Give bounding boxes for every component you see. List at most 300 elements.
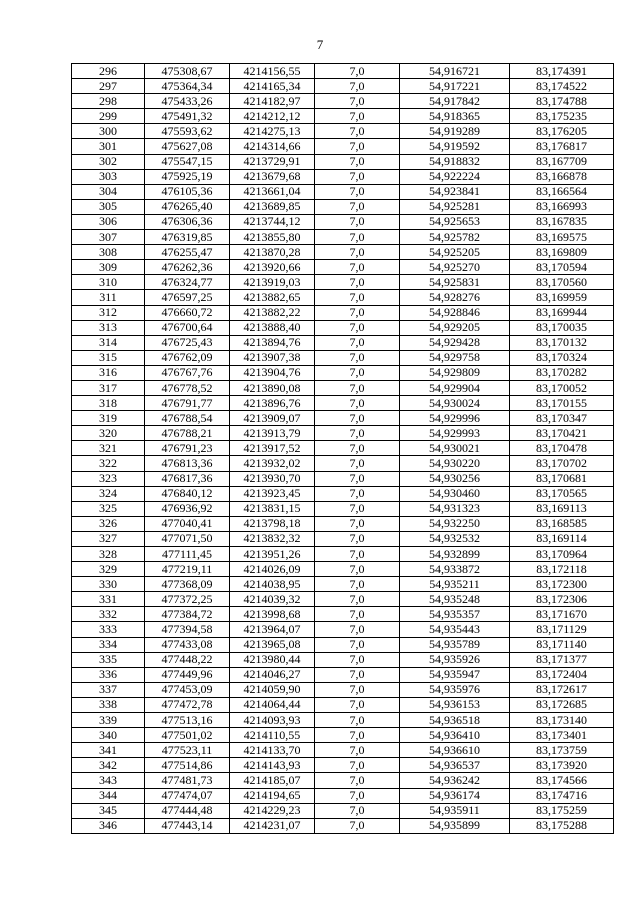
value-cell: 7,0 <box>315 516 400 531</box>
latitude-cell: 54,935947 <box>400 667 510 682</box>
point-number-cell: 333 <box>72 622 145 637</box>
value-cell: 7,0 <box>315 547 400 562</box>
longitude-cell: 83,172404 <box>510 667 614 682</box>
latitude-cell: 54,932250 <box>400 516 510 531</box>
point-number-cell: 326 <box>72 516 145 531</box>
longitude-cell: 83,171670 <box>510 607 614 622</box>
point-number-cell: 315 <box>72 350 145 365</box>
x-coordinate-cell: 477219,11 <box>145 562 230 577</box>
x-coordinate-cell: 475925,19 <box>145 169 230 184</box>
value-cell: 7,0 <box>315 275 400 290</box>
table-row <box>72 441 614 456</box>
latitude-cell: 54,918832 <box>400 154 510 169</box>
x-coordinate-cell: 477444,48 <box>145 803 230 818</box>
table-row <box>72 501 614 516</box>
value-cell: 7,0 <box>315 456 400 471</box>
x-coordinate-cell: 476306,36 <box>145 214 230 229</box>
table-row <box>72 275 614 290</box>
y-coordinate-cell: 4213930,70 <box>230 471 315 486</box>
point-number-cell: 299 <box>72 109 145 124</box>
point-number-cell: 330 <box>72 577 145 592</box>
latitude-cell: 54,935357 <box>400 607 510 622</box>
x-coordinate-cell: 477474,07 <box>145 788 230 803</box>
y-coordinate-cell: 4214064,44 <box>230 697 315 712</box>
value-cell: 7,0 <box>315 154 400 169</box>
point-number-cell: 298 <box>72 94 145 109</box>
value-cell: 7,0 <box>315 169 400 184</box>
latitude-cell: 54,929428 <box>400 335 510 350</box>
y-coordinate-cell: 4213923,45 <box>230 486 315 501</box>
table-row <box>72 64 614 79</box>
x-coordinate-cell: 475547,15 <box>145 154 230 169</box>
latitude-cell: 54,925653 <box>400 214 510 229</box>
point-number-cell: 345 <box>72 803 145 818</box>
y-coordinate-cell: 4214059,90 <box>230 682 315 697</box>
y-coordinate-cell: 4214133,70 <box>230 743 315 758</box>
y-coordinate-cell: 4213919,03 <box>230 275 315 290</box>
longitude-cell: 83,171140 <box>510 637 614 652</box>
point-number-cell: 344 <box>72 788 145 803</box>
latitude-cell: 54,931323 <box>400 501 510 516</box>
y-coordinate-cell: 4214156,55 <box>230 64 315 79</box>
point-number-cell: 313 <box>72 320 145 335</box>
latitude-cell: 54,935789 <box>400 637 510 652</box>
longitude-cell: 83,176205 <box>510 124 614 139</box>
point-number-cell: 304 <box>72 184 145 199</box>
longitude-cell: 83,170155 <box>510 396 614 411</box>
x-coordinate-cell: 475308,67 <box>145 64 230 79</box>
x-coordinate-cell: 476262,36 <box>145 260 230 275</box>
value-cell: 7,0 <box>315 577 400 592</box>
x-coordinate-cell: 477433,08 <box>145 637 230 652</box>
longitude-cell: 83,170565 <box>510 486 614 501</box>
latitude-cell: 54,936537 <box>400 758 510 773</box>
value-cell: 7,0 <box>315 320 400 335</box>
table-row <box>72 577 614 592</box>
latitude-cell: 54,925831 <box>400 275 510 290</box>
y-coordinate-cell: 4213855,80 <box>230 230 315 245</box>
longitude-cell: 83,172300 <box>510 577 614 592</box>
value-cell: 7,0 <box>315 365 400 380</box>
x-coordinate-cell: 475364,34 <box>145 79 230 94</box>
point-number-cell: 324 <box>72 486 145 501</box>
y-coordinate-cell: 4213679,68 <box>230 169 315 184</box>
y-coordinate-cell: 4214231,07 <box>230 818 315 833</box>
x-coordinate-cell: 477513,16 <box>145 713 230 728</box>
table-row <box>72 592 614 607</box>
table-row <box>72 637 614 652</box>
table-row <box>72 411 614 426</box>
y-coordinate-cell: 4213744,12 <box>230 214 315 229</box>
table-row <box>72 320 614 335</box>
longitude-cell: 83,167709 <box>510 154 614 169</box>
longitude-cell: 83,174391 <box>510 64 614 79</box>
x-coordinate-cell: 477523,11 <box>145 743 230 758</box>
longitude-cell: 83,175259 <box>510 803 614 818</box>
point-number-cell: 336 <box>72 667 145 682</box>
y-coordinate-cell: 4213896,76 <box>230 396 315 411</box>
longitude-cell: 83,170964 <box>510 547 614 562</box>
y-coordinate-cell: 4213951,26 <box>230 547 315 562</box>
table-row <box>72 199 614 214</box>
page-number: 7 <box>316 37 324 52</box>
longitude-cell: 83,170052 <box>510 380 614 395</box>
latitude-cell: 54,925281 <box>400 199 510 214</box>
table-row <box>72 818 614 833</box>
point-number-cell: 321 <box>72 441 145 456</box>
y-coordinate-cell: 4214185,07 <box>230 773 315 788</box>
y-coordinate-cell: 4213964,07 <box>230 622 315 637</box>
y-coordinate-cell: 4213661,04 <box>230 184 315 199</box>
table-row <box>72 290 614 305</box>
table-row <box>72 713 614 728</box>
x-coordinate-cell: 476255,47 <box>145 245 230 260</box>
longitude-cell: 83,175288 <box>510 818 614 833</box>
point-number-cell: 334 <box>72 637 145 652</box>
longitude-cell: 83,175235 <box>510 109 614 124</box>
point-number-cell: 323 <box>72 471 145 486</box>
longitude-cell: 83,166564 <box>510 184 614 199</box>
longitude-cell: 83,169113 <box>510 501 614 516</box>
value-cell: 7,0 <box>315 441 400 456</box>
value-cell: 7,0 <box>315 622 400 637</box>
point-number-cell: 322 <box>72 456 145 471</box>
latitude-cell: 54,935926 <box>400 652 510 667</box>
longitude-cell: 83,172685 <box>510 697 614 712</box>
y-coordinate-cell: 4214110,55 <box>230 728 315 743</box>
x-coordinate-cell: 476105,36 <box>145 184 230 199</box>
y-coordinate-cell: 4213894,76 <box>230 335 315 350</box>
latitude-cell: 54,929758 <box>400 350 510 365</box>
latitude-cell: 54,936153 <box>400 697 510 712</box>
latitude-cell: 54,929996 <box>400 411 510 426</box>
y-coordinate-cell: 4213907,38 <box>230 350 315 365</box>
table-row <box>72 652 614 667</box>
longitude-cell: 83,173920 <box>510 758 614 773</box>
x-coordinate-cell: 476324,77 <box>145 275 230 290</box>
table-row <box>72 697 614 712</box>
table-row <box>72 305 614 320</box>
value-cell: 7,0 <box>315 94 400 109</box>
latitude-cell: 54,925270 <box>400 260 510 275</box>
latitude-cell: 54,930024 <box>400 396 510 411</box>
y-coordinate-cell: 4213831,15 <box>230 501 315 516</box>
longitude-cell: 83,172118 <box>510 562 614 577</box>
table-row <box>72 350 614 365</box>
point-number-cell: 309 <box>72 260 145 275</box>
value-cell: 7,0 <box>315 350 400 365</box>
x-coordinate-cell: 475627,08 <box>145 139 230 154</box>
x-coordinate-cell: 476840,12 <box>145 486 230 501</box>
value-cell: 7,0 <box>315 411 400 426</box>
latitude-cell: 54,929809 <box>400 365 510 380</box>
point-number-cell: 305 <box>72 199 145 214</box>
value-cell: 7,0 <box>315 79 400 94</box>
coordinates-table <box>71 63 614 834</box>
table-row <box>72 562 614 577</box>
point-number-cell: 329 <box>72 562 145 577</box>
latitude-cell: 54,916721 <box>400 64 510 79</box>
x-coordinate-cell: 476767,76 <box>145 365 230 380</box>
x-coordinate-cell: 475491,32 <box>145 109 230 124</box>
latitude-cell: 54,928846 <box>400 305 510 320</box>
longitude-cell: 83,174566 <box>510 773 614 788</box>
value-cell: 7,0 <box>315 758 400 773</box>
point-number-cell: 312 <box>72 305 145 320</box>
longitude-cell: 83,170560 <box>510 275 614 290</box>
latitude-cell: 54,925205 <box>400 245 510 260</box>
x-coordinate-cell: 476813,36 <box>145 456 230 471</box>
latitude-cell: 54,932899 <box>400 547 510 562</box>
y-coordinate-cell: 4214038,95 <box>230 577 315 592</box>
y-coordinate-cell: 4213890,08 <box>230 380 315 395</box>
table-row <box>72 758 614 773</box>
y-coordinate-cell: 4213882,22 <box>230 305 315 320</box>
table-row <box>72 169 614 184</box>
y-coordinate-cell: 4214026,09 <box>230 562 315 577</box>
point-number-cell: 343 <box>72 773 145 788</box>
longitude-cell: 83,171377 <box>510 652 614 667</box>
value-cell: 7,0 <box>315 788 400 803</box>
longitude-cell: 83,169959 <box>510 290 614 305</box>
x-coordinate-cell: 477040,41 <box>145 516 230 531</box>
y-coordinate-cell: 4214314,66 <box>230 139 315 154</box>
table-row <box>72 682 614 697</box>
point-number-cell: 331 <box>72 592 145 607</box>
x-coordinate-cell: 477384,72 <box>145 607 230 622</box>
value-cell: 7,0 <box>315 245 400 260</box>
latitude-cell: 54,932532 <box>400 531 510 546</box>
longitude-cell: 83,172617 <box>510 682 614 697</box>
y-coordinate-cell: 4213888,40 <box>230 320 315 335</box>
value-cell: 7,0 <box>315 501 400 516</box>
x-coordinate-cell: 477472,78 <box>145 697 230 712</box>
x-coordinate-cell: 475593,62 <box>145 124 230 139</box>
latitude-cell: 54,925782 <box>400 230 510 245</box>
latitude-cell: 54,929904 <box>400 380 510 395</box>
y-coordinate-cell: 4213882,65 <box>230 290 315 305</box>
table-row <box>72 486 614 501</box>
y-coordinate-cell: 4214046,27 <box>230 667 315 682</box>
table-row <box>72 803 614 818</box>
x-coordinate-cell: 476700,64 <box>145 320 230 335</box>
x-coordinate-cell: 476791,77 <box>145 396 230 411</box>
table-row <box>72 743 614 758</box>
latitude-cell: 54,936242 <box>400 773 510 788</box>
value-cell: 7,0 <box>315 637 400 652</box>
coordinates-table-body <box>72 64 614 834</box>
latitude-cell: 54,936518 <box>400 713 510 728</box>
point-number-cell: 335 <box>72 652 145 667</box>
longitude-cell: 83,168585 <box>510 516 614 531</box>
y-coordinate-cell: 4213913,79 <box>230 426 315 441</box>
point-number-cell: 301 <box>72 139 145 154</box>
table-row <box>72 139 614 154</box>
longitude-cell: 83,166878 <box>510 169 614 184</box>
value-cell: 7,0 <box>315 184 400 199</box>
y-coordinate-cell: 4214039,32 <box>230 592 315 607</box>
longitude-cell: 83,167835 <box>510 214 614 229</box>
longitude-cell: 83,174522 <box>510 79 614 94</box>
table-row <box>72 396 614 411</box>
x-coordinate-cell: 477443,14 <box>145 818 230 833</box>
table-row <box>72 214 614 229</box>
point-number-cell: 338 <box>72 697 145 712</box>
latitude-cell: 54,936410 <box>400 728 510 743</box>
table-row <box>72 94 614 109</box>
x-coordinate-cell: 476725,43 <box>145 335 230 350</box>
value-cell: 7,0 <box>315 486 400 501</box>
y-coordinate-cell: 4214165,34 <box>230 79 315 94</box>
point-number-cell: 310 <box>72 275 145 290</box>
table-row <box>72 426 614 441</box>
x-coordinate-cell: 477111,45 <box>145 547 230 562</box>
latitude-cell: 54,935911 <box>400 803 510 818</box>
latitude-cell: 54,935899 <box>400 818 510 833</box>
value-cell: 7,0 <box>315 139 400 154</box>
x-coordinate-cell: 476597,25 <box>145 290 230 305</box>
x-coordinate-cell: 477372,25 <box>145 592 230 607</box>
longitude-cell: 83,170035 <box>510 320 614 335</box>
point-number-cell: 303 <box>72 169 145 184</box>
point-number-cell: 332 <box>72 607 145 622</box>
longitude-cell: 83,166993 <box>510 199 614 214</box>
longitude-cell: 83,170132 <box>510 335 614 350</box>
x-coordinate-cell: 476778,52 <box>145 380 230 395</box>
point-number-cell: 314 <box>72 335 145 350</box>
y-coordinate-cell: 4213980,44 <box>230 652 315 667</box>
point-number-cell: 300 <box>72 124 145 139</box>
longitude-cell: 83,174716 <box>510 788 614 803</box>
table-row <box>72 516 614 531</box>
y-coordinate-cell: 4214229,23 <box>230 803 315 818</box>
point-number-cell: 316 <box>72 365 145 380</box>
latitude-cell: 54,935443 <box>400 622 510 637</box>
value-cell: 7,0 <box>315 64 400 79</box>
longitude-cell: 83,170421 <box>510 426 614 441</box>
table-row <box>72 245 614 260</box>
y-coordinate-cell: 4213904,76 <box>230 365 315 380</box>
value-cell: 7,0 <box>315 667 400 682</box>
x-coordinate-cell: 477394,58 <box>145 622 230 637</box>
latitude-cell: 54,935211 <box>400 577 510 592</box>
latitude-cell: 54,930220 <box>400 456 510 471</box>
longitude-cell: 83,170282 <box>510 365 614 380</box>
x-coordinate-cell: 477514,86 <box>145 758 230 773</box>
point-number-cell: 317 <box>72 380 145 395</box>
x-coordinate-cell: 477481,73 <box>145 773 230 788</box>
longitude-cell: 83,170478 <box>510 441 614 456</box>
x-coordinate-cell: 477448,22 <box>145 652 230 667</box>
longitude-cell: 83,176817 <box>510 139 614 154</box>
longitude-cell: 83,174788 <box>510 94 614 109</box>
latitude-cell: 54,930256 <box>400 471 510 486</box>
value-cell: 7,0 <box>315 426 400 441</box>
y-coordinate-cell: 4213917,52 <box>230 441 315 456</box>
table-row <box>72 547 614 562</box>
value-cell: 7,0 <box>315 124 400 139</box>
latitude-cell: 54,919289 <box>400 124 510 139</box>
longitude-cell: 83,169944 <box>510 305 614 320</box>
point-number-cell: 339 <box>72 713 145 728</box>
value-cell: 7,0 <box>315 230 400 245</box>
x-coordinate-cell: 477449,96 <box>145 667 230 682</box>
table-row <box>72 184 614 199</box>
value-cell: 7,0 <box>315 562 400 577</box>
value-cell: 7,0 <box>315 592 400 607</box>
x-coordinate-cell: 477071,50 <box>145 531 230 546</box>
point-number-cell: 328 <box>72 547 145 562</box>
y-coordinate-cell: 4213932,02 <box>230 456 315 471</box>
latitude-cell: 54,929205 <box>400 320 510 335</box>
table-row <box>72 622 614 637</box>
point-number-cell: 325 <box>72 501 145 516</box>
value-cell: 7,0 <box>315 818 400 833</box>
latitude-cell: 54,917221 <box>400 79 510 94</box>
table-row <box>72 230 614 245</box>
latitude-cell: 54,930021 <box>400 441 510 456</box>
y-coordinate-cell: 4213998,68 <box>230 607 315 622</box>
table-row <box>72 380 614 395</box>
y-coordinate-cell: 4213832,32 <box>230 531 315 546</box>
table-row <box>72 365 614 380</box>
value-cell: 7,0 <box>315 773 400 788</box>
value-cell: 7,0 <box>315 728 400 743</box>
point-number-cell: 297 <box>72 79 145 94</box>
longitude-cell: 83,171129 <box>510 622 614 637</box>
value-cell: 7,0 <box>315 682 400 697</box>
longitude-cell: 83,173759 <box>510 743 614 758</box>
point-number-cell: 306 <box>72 214 145 229</box>
x-coordinate-cell: 475433,26 <box>145 94 230 109</box>
point-number-cell: 307 <box>72 230 145 245</box>
y-coordinate-cell: 4213729,91 <box>230 154 315 169</box>
x-coordinate-cell: 476319,85 <box>145 230 230 245</box>
longitude-cell: 83,170347 <box>510 411 614 426</box>
table-row <box>72 471 614 486</box>
latitude-cell: 54,929993 <box>400 426 510 441</box>
value-cell: 7,0 <box>315 335 400 350</box>
value-cell: 7,0 <box>315 214 400 229</box>
value-cell: 7,0 <box>315 697 400 712</box>
latitude-cell: 54,935248 <box>400 592 510 607</box>
table-row <box>72 335 614 350</box>
value-cell: 7,0 <box>315 290 400 305</box>
y-coordinate-cell: 4213870,28 <box>230 245 315 260</box>
value-cell: 7,0 <box>315 305 400 320</box>
longitude-cell: 83,170681 <box>510 471 614 486</box>
table-row <box>72 788 614 803</box>
latitude-cell: 54,923841 <box>400 184 510 199</box>
longitude-cell: 83,170702 <box>510 456 614 471</box>
y-coordinate-cell: 4214194,65 <box>230 788 315 803</box>
point-number-cell: 308 <box>72 245 145 260</box>
table-row <box>72 531 614 546</box>
latitude-cell: 54,930460 <box>400 486 510 501</box>
x-coordinate-cell: 476788,54 <box>145 411 230 426</box>
latitude-cell: 54,922224 <box>400 169 510 184</box>
point-number-cell: 318 <box>72 396 145 411</box>
longitude-cell: 83,169114 <box>510 531 614 546</box>
table-row <box>72 773 614 788</box>
x-coordinate-cell: 476936,92 <box>145 501 230 516</box>
longitude-cell: 83,169575 <box>510 230 614 245</box>
point-number-cell: 340 <box>72 728 145 743</box>
latitude-cell: 54,928276 <box>400 290 510 305</box>
point-number-cell: 296 <box>72 64 145 79</box>
table-row <box>72 728 614 743</box>
point-number-cell: 327 <box>72 531 145 546</box>
